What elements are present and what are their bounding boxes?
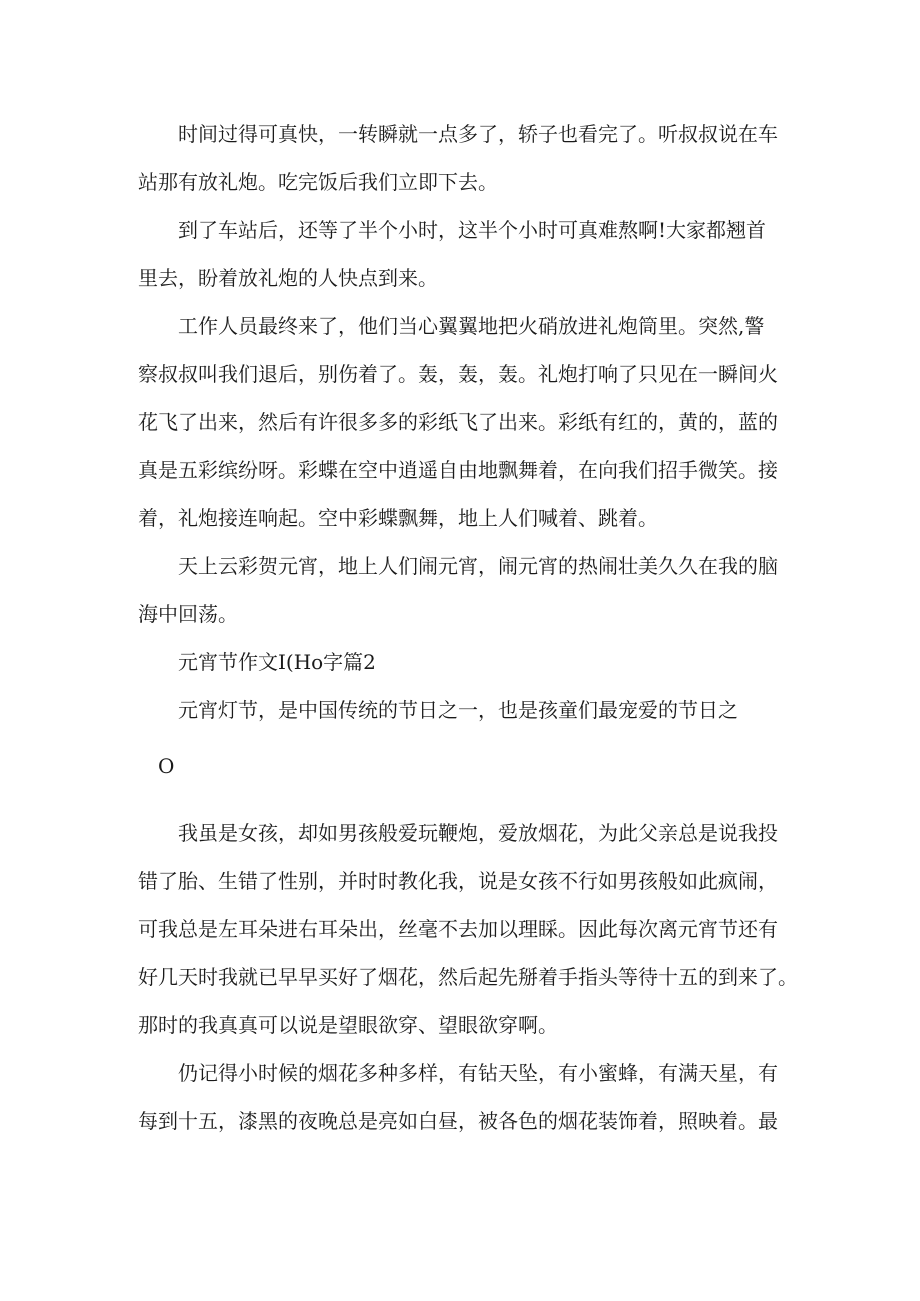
text-line: 那时的我真真可以说是望眼欲穿、望眼欲穿啊。 xyxy=(138,1013,558,1037)
text-line: 可我总是左耳朵进右耳朵出，丝毫不去加以理睬。因此每次离元宵节还有 xyxy=(138,917,778,941)
text-line: 天上云彩贺元宵，地上人们闹元宵，闹元宵的热闹壮美久久在我的脑 xyxy=(178,554,778,578)
text-line: 错了胎、生错了性别，并时时教化我，说是女孩不行如男孩般如此疯闹， xyxy=(138,869,778,893)
text-line: 真是五彩缤纷呀。彩蝶在空中逍遥自由地飘舞着，在向我们招手微笑。接 xyxy=(138,458,778,482)
text-line: 站那有放礼炮。吃完饭后我们立即下去。 xyxy=(138,170,498,194)
text-line: 仍记得小时候的烟花多种多样，有钻天坠，有小蜜蜂，有满天星，有 xyxy=(178,1061,778,1085)
text-line: 到了车站后，还等了半个小时，这半个小时可真难熬啊!大家都翘首 xyxy=(178,218,767,242)
text-line: 时间过得可真快，一转瞬就一点多了，轿子也看完了。听叔叔说在车 xyxy=(178,122,778,146)
section-heading: 元宵节作文I(Ho字篇2 xyxy=(178,650,376,674)
text-line: 好几天时我就已早早买好了烟花，然后起先掰着手指头等待十五的到来了。 xyxy=(138,965,798,989)
text-line: 着，礼炮接连响起。空中彩蝶飘舞，地上人们喊着、跳着。 xyxy=(138,506,658,530)
text-line: 里去，盼着放礼炮的人快点到来。 xyxy=(138,266,438,290)
text-line: 每到十五，漆黑的夜晚总是亮如白昼，被各色的烟花装饰着，照映着。最 xyxy=(138,1109,778,1133)
text-line: 我虽是女孩，却如男孩般爱玩鞭炮，爱放烟花，为此父亲总是说我投 xyxy=(178,821,778,845)
text-line: O xyxy=(158,754,175,778)
text-line: 元宵灯节，是中国传统的节日之一，也是孩童们最宠爱的节日之 xyxy=(178,698,738,722)
text-line: 花飞了出来，然后有许很多多的彩纸飞了出来。彩纸有红的，黄的，蓝的 xyxy=(138,410,778,434)
text-line: 工作人员最终来了，他们当心翼翼地把火硝放进礼炮筒里。突然,警 xyxy=(178,314,765,338)
text-line: 海中回荡。 xyxy=(138,602,238,626)
text-line: 察叔叔叫我们退后，别伤着了。轰，轰，轰。礼炮打响了只见在一瞬间火 xyxy=(138,362,778,386)
